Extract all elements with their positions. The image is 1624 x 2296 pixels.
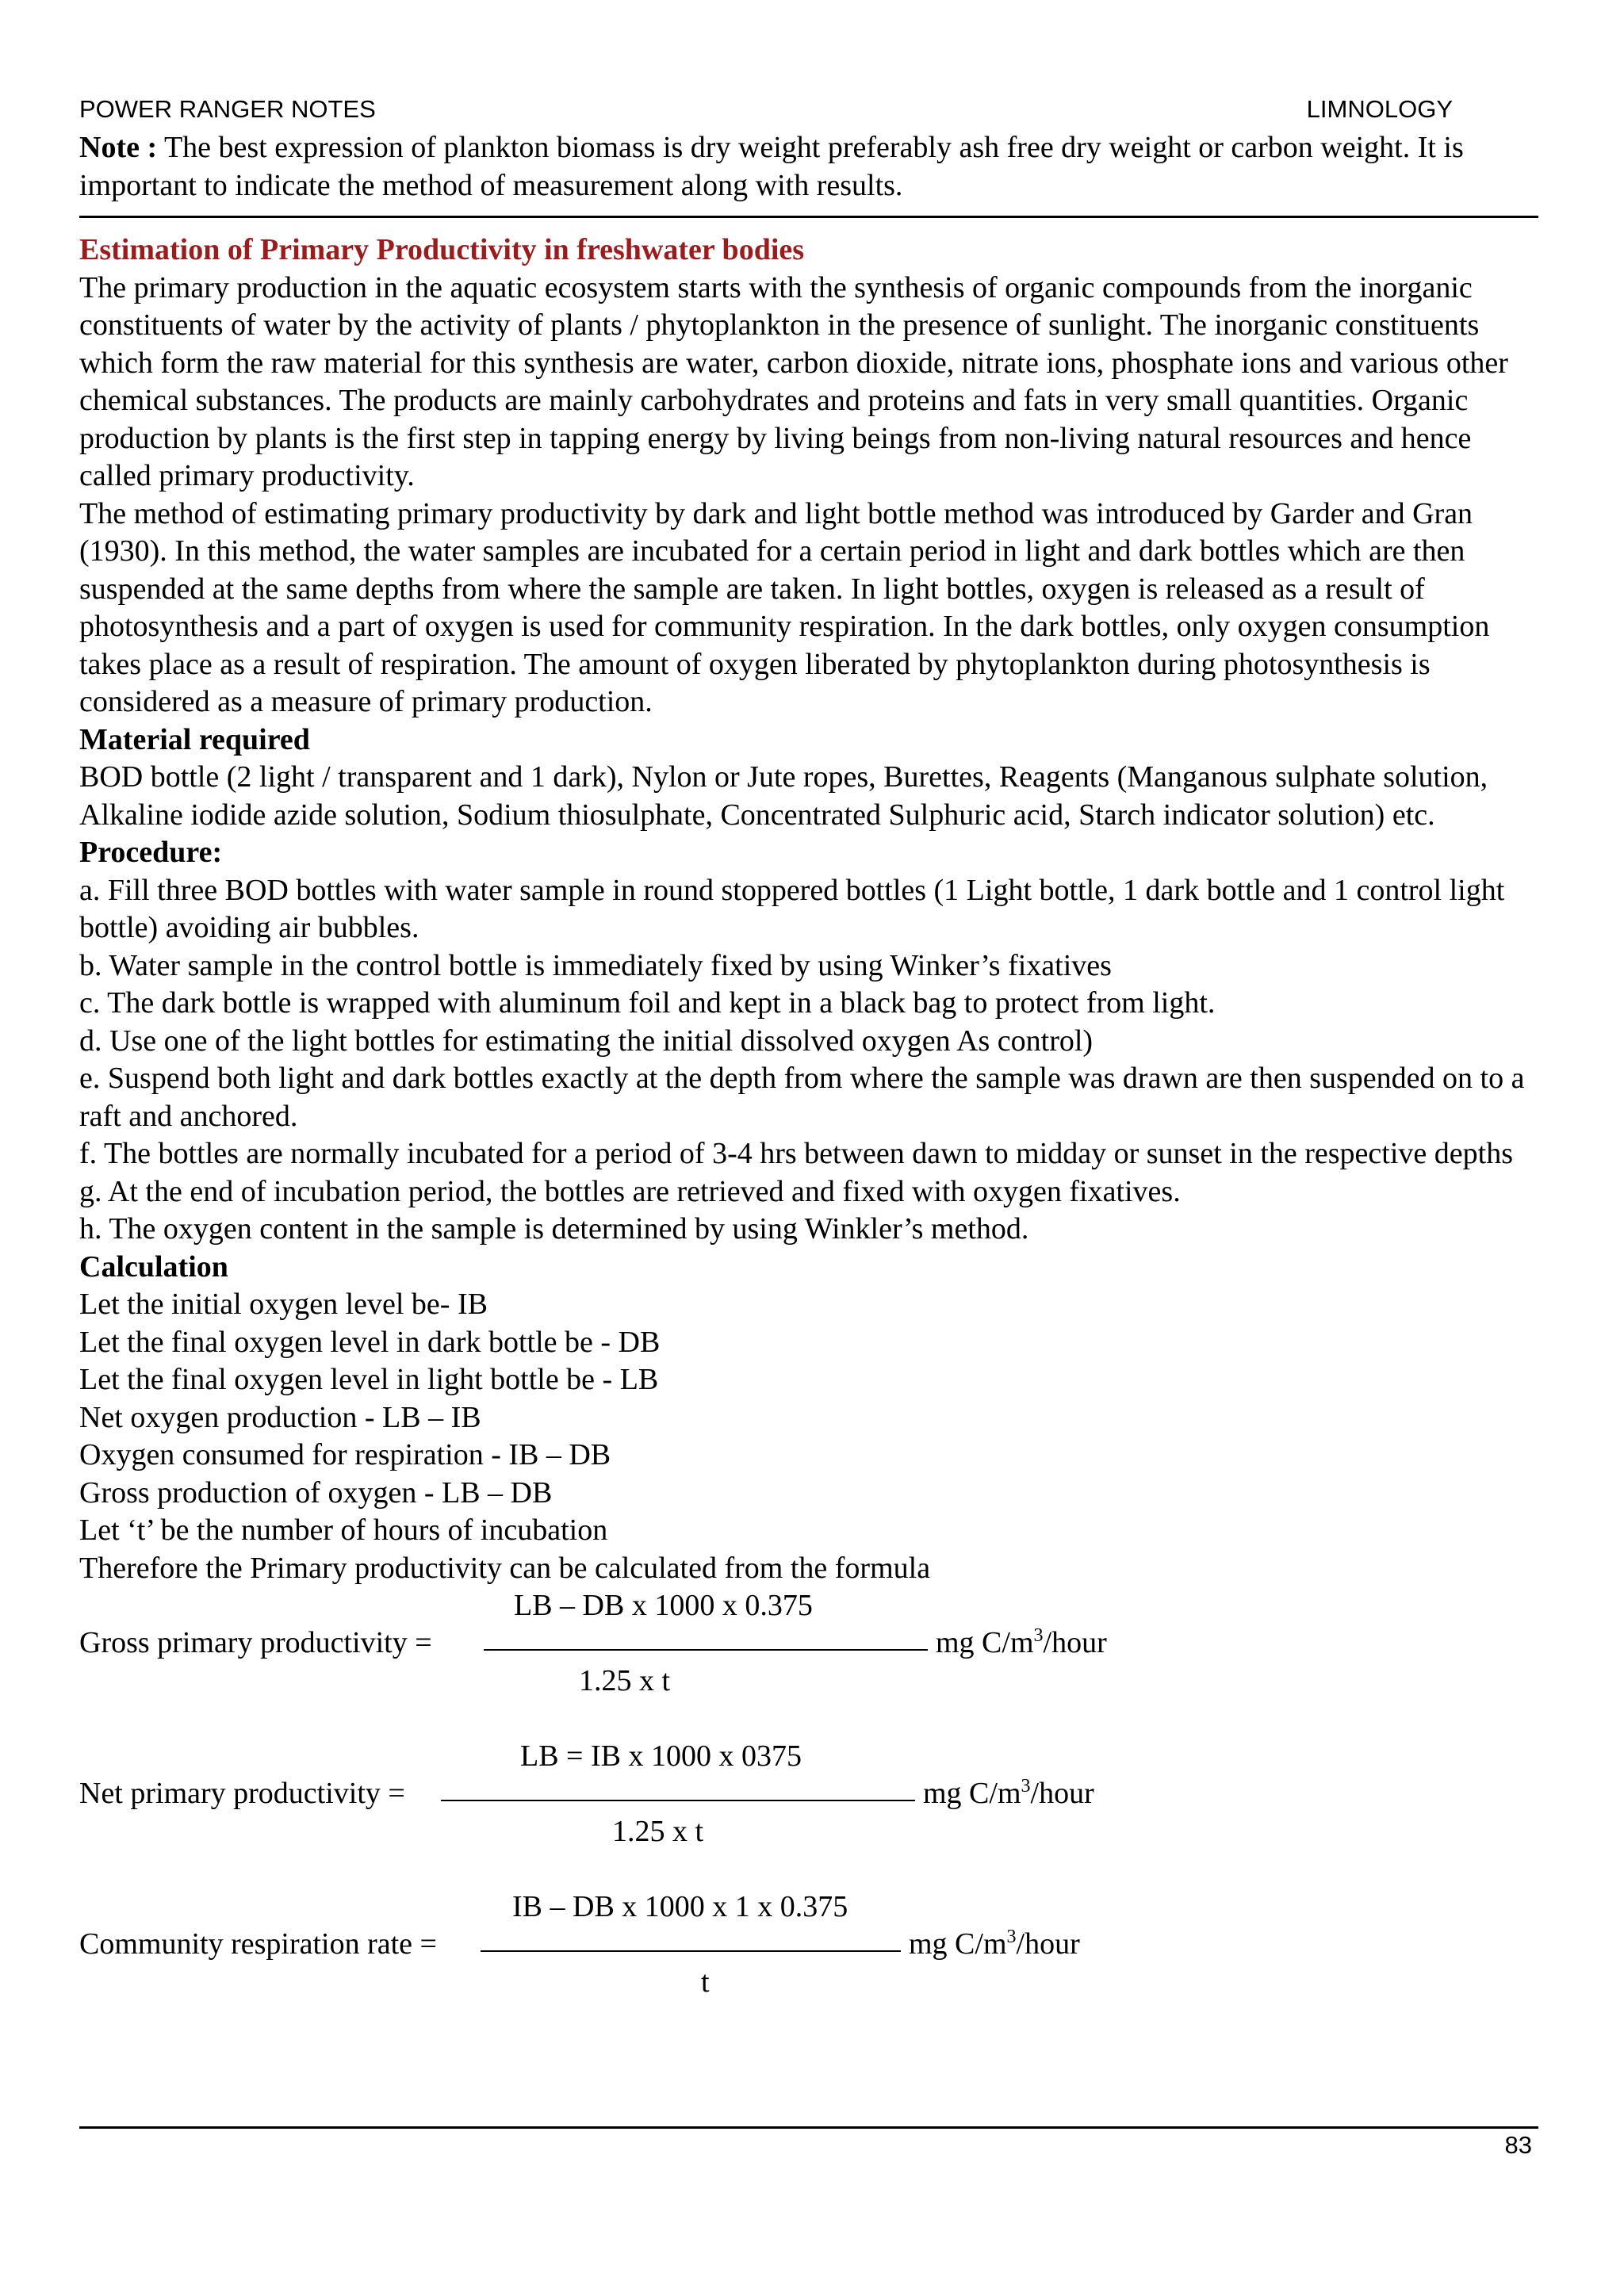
procedure-step: h. The oxygen content in the sample is determined by using Winkler’s method.: [79, 1212, 1029, 1246]
formula-community-respiration-rate: [79, 1888, 1538, 2039]
formula-unit: [923, 1775, 1094, 1813]
procedure-step: d. Use one of the light bottles for estimating the initial dissolved oxygen As control): [79, 1024, 1094, 1058]
note-paragraph: [79, 129, 1538, 205]
spacer: [79, 205, 1538, 232]
unit-tail: /hour: [1016, 1927, 1080, 1961]
calculation-line: Gross production of oxygen - LB – DB: [79, 1475, 553, 1510]
calculation-heading: Calculation: [79, 1249, 228, 1284]
unit-superscript: 3: [1006, 1927, 1017, 1947]
unit-text: mg C/m: [923, 1777, 1021, 1810]
fraction-bar: [484, 1649, 928, 1651]
formula-label: Net primary productivity =: [79, 1777, 405, 1810]
procedure-step: g. At the end of incubation period, the bottles are retrieved and fixed with oxygen fixatives.: [79, 1174, 1181, 1208]
section-heading: Estimation of Primary Productivity in freshwater bodies: [79, 233, 805, 266]
formula-denominator: 1.25 x t: [579, 1664, 671, 1697]
material-heading: Material required: [79, 722, 310, 756]
note-text: The best expression of plankton biomass is dry weight preferably ash free dry weight or carbon weight. It is important to indicate the method of measurement along with results.: [79, 131, 1464, 202]
section-paragraph-1: The primary production in the aquatic ecosystem starts with the synthesis of organic compounds from the inorganic constituents of water by the activity of plants / phytoplankton in the presence of sunlight. The inorganic constituents which form the raw material for this synthesis are water, carbon dioxide, nitrate ions, phosphate ions and various other chemical substances. The products are mainly carbohydrates and proteins and fats in very small quantities. Organic production by plants is the first step in tapping energy by living beings from non-living natural resources and hence called primary productivity.: [79, 270, 1508, 492]
page-number: 83: [1504, 2131, 1532, 2159]
procedure-heading: Procedure:: [79, 836, 223, 869]
procedure-step: a. Fill three BOD bottles with water sample in round stoppered bottles (1 Light bottle, 1 dark bottle and 1 control light bottle) avoiding air bubbles.: [79, 873, 1505, 944]
calculation-line: Let the final oxygen level in dark bottle be - DB: [79, 1325, 661, 1359]
calculation-line: Oxygen consumed for respiration - IB – DB: [79, 1438, 611, 1471]
formula-numerator: LB = IB x 1000 x 0375: [520, 1739, 802, 1773]
procedure-step: e. Suspend both light and dark bottles exactly at the depth from where the sample was drawn are then suspended on to a raft and anchored.: [79, 1062, 1525, 1133]
header-right: LIMNOLOGY: [1306, 95, 1453, 123]
unit-superscript: 3: [1021, 1776, 1031, 1797]
unit-tail: /hour: [1030, 1777, 1094, 1810]
page-body: [79, 129, 1538, 2039]
calculation-line: Let the final oxygen level in light bottle be - LB: [79, 1363, 659, 1396]
unit-tail: /hour: [1043, 1626, 1107, 1659]
calculation-line: Let ‘t’ be the number of hours of incubation: [79, 1513, 608, 1547]
procedure-step: b. Water sample in the control bottle is immediately fixed by using Winker’s fixatives: [79, 948, 1112, 982]
note-label: Note :: [79, 131, 158, 164]
unit-text: mg C/m: [936, 1626, 1034, 1659]
calculation-line: Let the initial oxygen level be- IB: [79, 1288, 488, 1321]
formula-gross-primary-productivity: [79, 1587, 1538, 1738]
unit-superscript: 3: [1033, 1625, 1044, 1646]
calculation-line: Net oxygen production - LB – IB: [79, 1400, 481, 1434]
bottom-rule: [79, 2126, 1538, 2129]
fraction-bar: [441, 1800, 915, 1801]
formula-net-primary-productivity: [79, 1738, 1538, 1888]
procedure-step: c. The dark bottle is wrapped with aluminum foil and kept in a black bag to protect from light.: [79, 986, 1216, 1020]
formula-numerator: IB – DB x 1000 x 1 x 0.375: [512, 1890, 848, 1923]
formula-label: Community respiration rate =: [79, 1927, 437, 1961]
formula-denominator: t: [701, 1965, 710, 1999]
formula-label: Gross primary productivity =: [79, 1626, 432, 1659]
formula-denominator: 1.25 x t: [612, 1815, 704, 1848]
formula-unit: [909, 1926, 1080, 1964]
procedure-step: f. The bottles are normally incubated for a period of 3-4 hrs between dawn to midday or sunset in the respective depths: [79, 1137, 1513, 1170]
fraction-bar: [481, 1950, 901, 1952]
calculation-line: Therefore the Primary productivity can be calculated from the formula: [79, 1551, 931, 1585]
unit-text: mg C/m: [909, 1927, 1007, 1961]
material-text: BOD bottle (2 light / transparent and 1 dark), Nylon or Jute ropes, Burettes, Reagents (Manganous sulphate solution, Alkaline iodide azide solution, Sodium thiosulphate, Concentrated Sulphuric acid, Starch indicator solution) etc.: [79, 760, 1488, 832]
section-paragraph-2: The method of estimating primary productivity by dark and light bottle method was introduced by Garder and Gran (1930). In this method, the water samples are incubated for a certain period in light and dark bottles which are then suspended at the same depths from where the sample are taken. In light bottles, oxygen is released as a result of photosynthesis and a part of oxygen is used for community respiration. In the dark bottles, only oxygen consumption takes place as a result of respiration. The amount of oxygen liberated by phytoplankton during photosynthesis is considered as a measure of primary production.: [79, 496, 1490, 718]
formula-numerator: LB – DB x 1000 x 0.375: [514, 1589, 813, 1622]
header-left: POWER RANGER NOTES: [79, 95, 376, 123]
formula-unit: [936, 1624, 1107, 1663]
